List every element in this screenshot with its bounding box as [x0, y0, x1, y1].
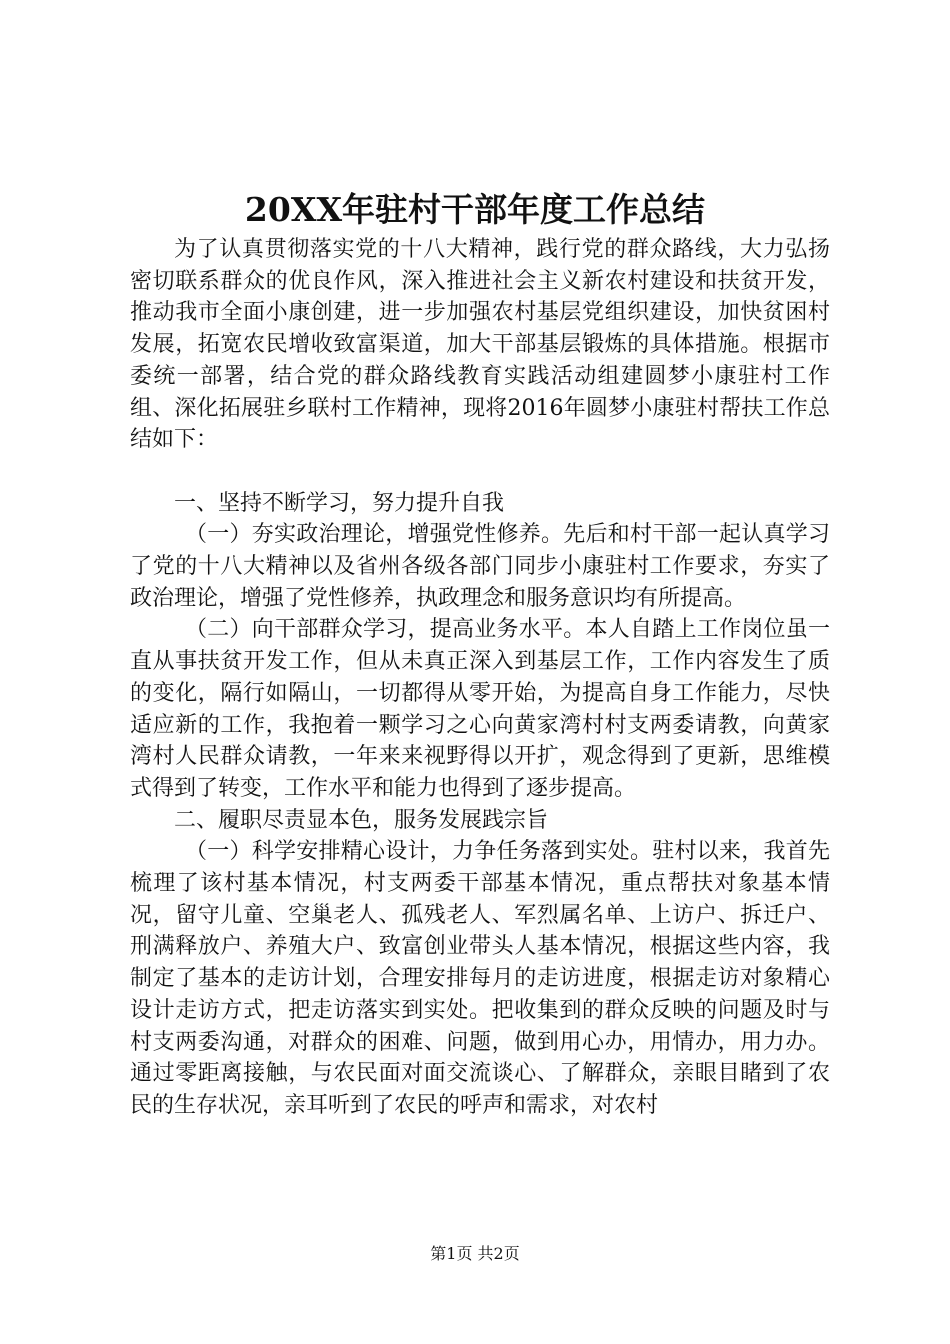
document-body [130, 234, 830, 1122]
section-1-item-2: （二）向干部群众学习，提高业务水平。本人自踏上工作岗位虽一直从事扶贫开发工作，但从未真正深入到基层工作，工作内容发生了质的变化，隔行如隔山，一切都得从零开始，为提高自身工作能力，尽快适应新的工作，我抱着一颗学习之心向黄家湾村村支两委请教，向黄家湾村人民群众请教，一年来来视野得以开扩，观念得到了更新，思维模式得到了转变，工作水平和能力也得到了逐步提高。 [130, 617, 830, 801]
document-title: 20XX年驻村干部年度工作总结 [244, 190, 706, 229]
section-2-item-1: （一）科学安排精心设计，力争任务落到实处。驻村以来，我首先梳理了该村基本情况，村支两委干部基本情况，重点帮扶对象基本情况，留守儿童、空巢老人、孤残老人、军烈属名单、上访户、拆迁户、刑满释放户、养殖大户、致富创业带头人基本情况，根据这些内容，我制定了基本的走访计划，合理安排每月的走访进度，根据走访对象精心设计走访方式，把走访落实到实处。把收集到的群众反映的问题及时与村支两委沟通，对群众的困难、问题，做到用心办，用情办，用力办。通过零距离接触，与农民面对面交流谈心、了解群众，亲眼目睹到了农民的生存状况，亲耳听到了农民的呼声和需求，对农村 [130, 839, 830, 1118]
section-1-item-1: （一）夯实政治理论，增强党性修养。先后和村干部一起认真学习了党的十八大精神以及省州各级各部门同步小康驻村工作要求，夯实了政治理论，增强了党性修养，执政理念和服务意识均有所提高。 [130, 522, 830, 611]
paragraph-spacer [130, 456, 830, 488]
intro-paragraph: 为了认真贯彻落实党的十八大精神，践行党的群众路线，大力弘扬密切联系群众的优良作风，深入推进社会主义新农村建设和扶贫开发，推动我市全面小康创建，进一步加强农村基层党组织建设，加快贫困村发展，拓宽农民增收致富渠道，加大干部基层锻炼的具体措施。根据市委统一部署，结合党的群众路线教育实践活动组建圆梦小康驻村工作组、深化拓展驻乡联村工作精神，现将2016年圆梦小康驻村帮扶工作总结如下： [130, 237, 830, 453]
section-heading-2: 二、履职尽责显本色，服务发展践宗旨 [174, 807, 549, 833]
page-number-footer: 第1页 共2页 [430, 1244, 520, 1263]
section-heading-1: 一、坚持不断学习，努力提升自我 [174, 490, 505, 516]
